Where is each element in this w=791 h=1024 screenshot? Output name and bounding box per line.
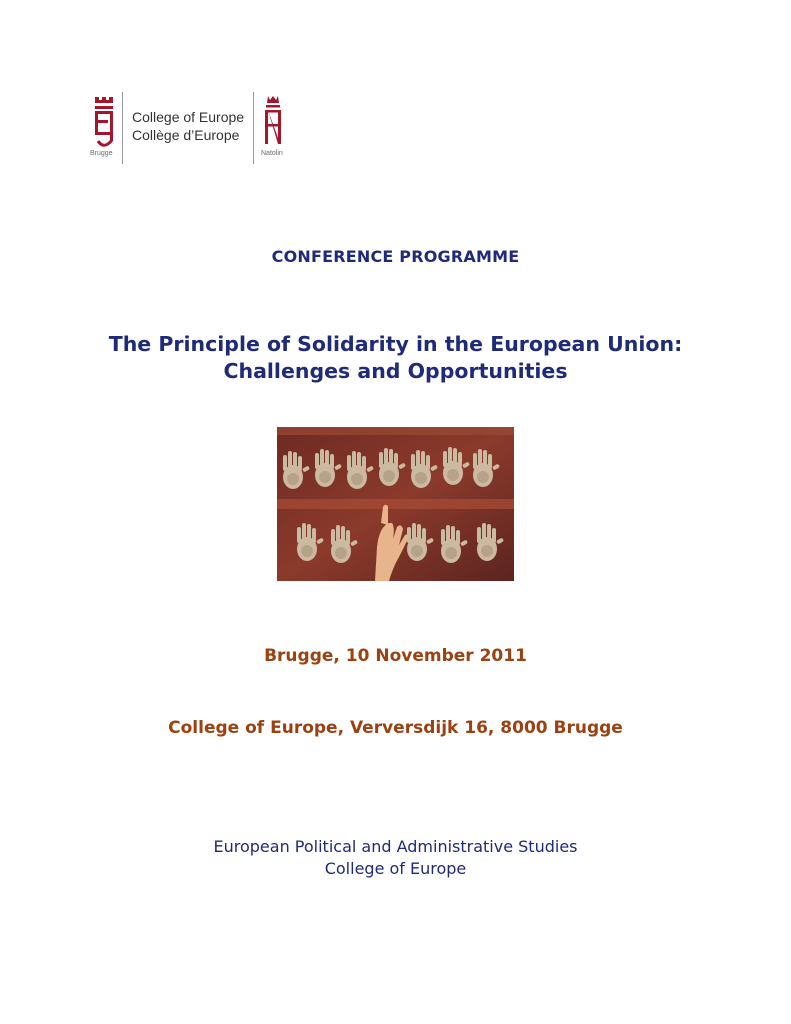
- natolin-emblem-icon: [262, 94, 284, 150]
- college-logo: [90, 90, 300, 166]
- title-line-2: Challenges and Opportunities: [223, 359, 568, 383]
- brugge-label: Brugge: [90, 150, 113, 157]
- natolin-label: Natolin: [261, 150, 283, 157]
- organizer: [0, 836, 791, 880]
- event-date: Brugge, 10 November 2011: [264, 646, 527, 666]
- college-emblem-icon: [92, 94, 116, 152]
- logo-divider: [253, 92, 254, 164]
- title-line-1: The Principle of Solidarity in the European Union:: [108, 332, 683, 356]
- college-name: [132, 108, 244, 144]
- organizer-department: European Political and Administrative Studies: [213, 837, 578, 856]
- event-venue: College of Europe, Verversdijk 16, 8000 Brugge: [168, 718, 623, 738]
- conference-title: [0, 331, 791, 385]
- college-name-fr: Collège d’Europe: [132, 127, 240, 143]
- college-name-en: College of Europe: [132, 109, 245, 125]
- programme-label: CONFERENCE PROGRAMME: [271, 247, 520, 266]
- hand-prints-photo: [277, 427, 514, 581]
- organizer-institution: College of Europe: [324, 859, 467, 878]
- logo-divider: [122, 92, 123, 164]
